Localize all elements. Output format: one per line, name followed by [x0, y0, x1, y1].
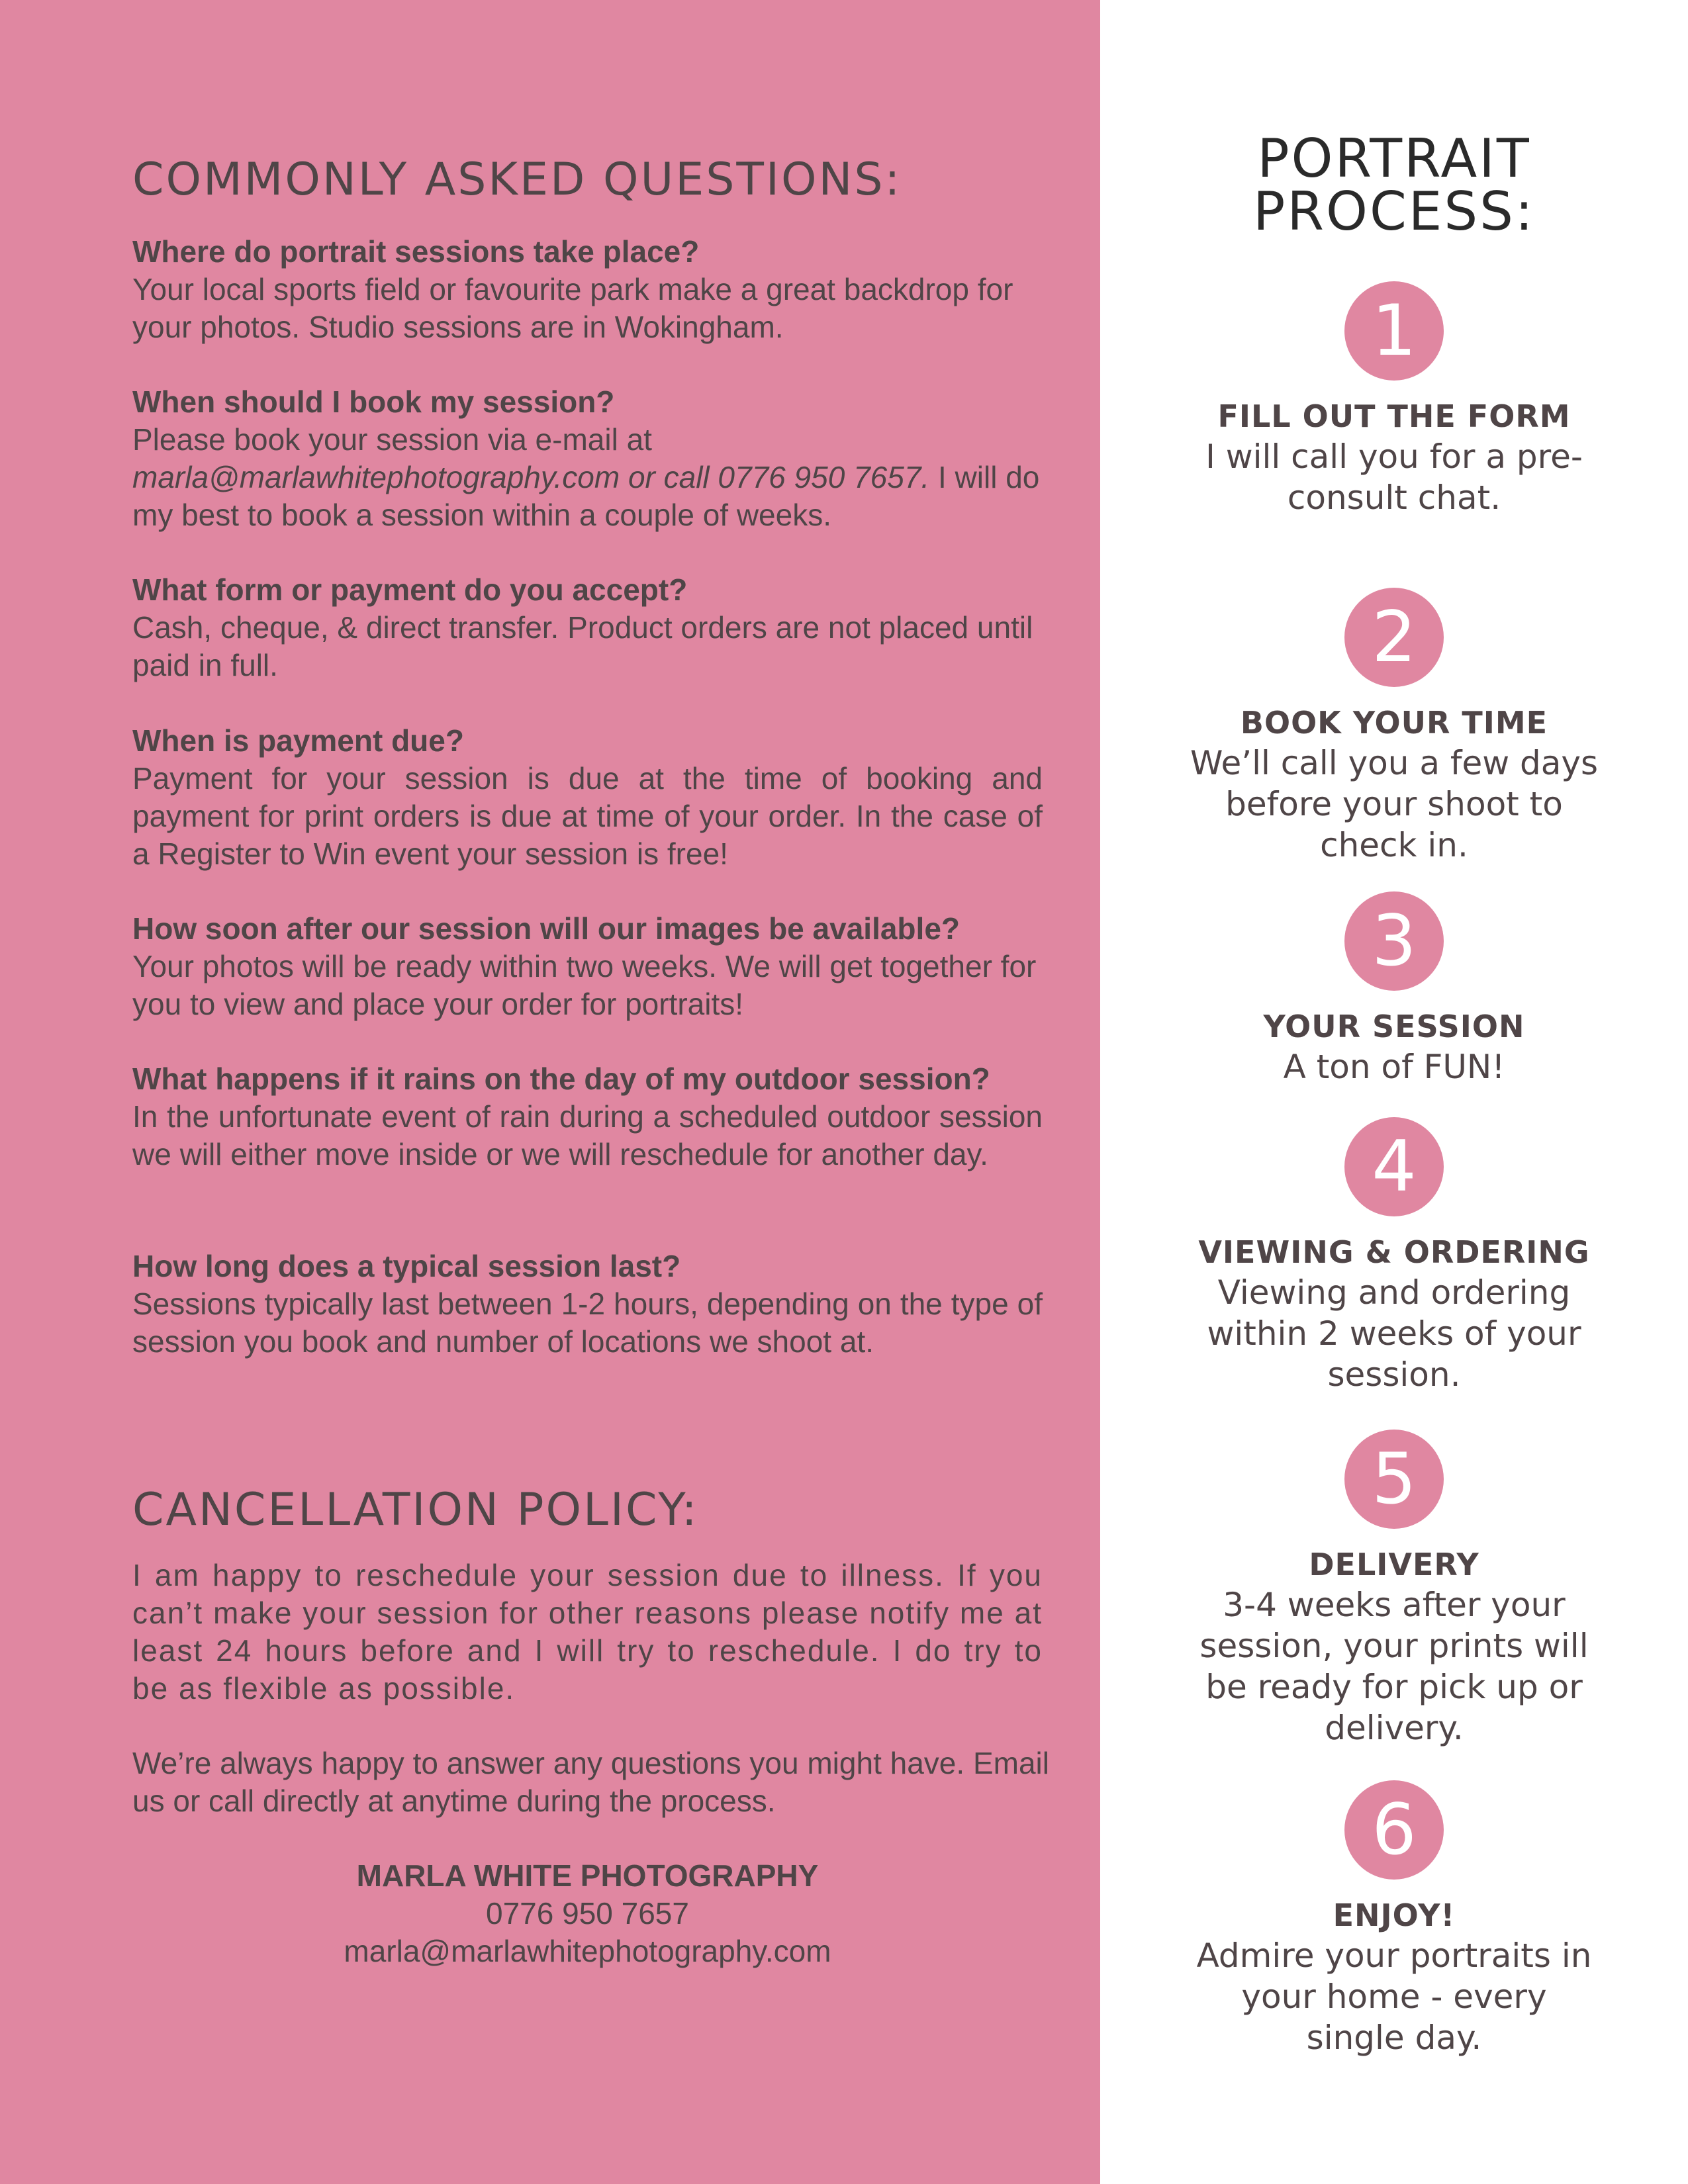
step-title: BOOK YOUR TIME	[1240, 705, 1548, 741]
faq-question: What happens if it rains on the day of my outdoor session?	[132, 1062, 990, 1096]
contact-email[interactable]: marla@marlawhitephotography.com	[344, 1934, 831, 1968]
faq-answer: In the unfortunate event of rain during a scheduled outdoor session we will either move inside or we will reschedule for another day.	[132, 1099, 1043, 1171]
step-title: DELIVERY	[1309, 1547, 1479, 1582]
step-number-circle: 1	[1344, 281, 1444, 381]
process-step	[1100, 281, 1688, 518]
step-title: YOUR SESSION	[1263, 1009, 1525, 1044]
process-step	[1100, 588, 1688, 866]
step-description: We’ll call you a few days before your shoot to check in.	[1190, 744, 1599, 864]
step-description: 3-4 weeks after your session, your prints will be ready for pick up or delivery.	[1199, 1586, 1589, 1747]
email-link[interactable]: marla@marlawhitephotography.com or call 0776 950 7657.	[132, 460, 930, 494]
faq-question: When is payment due?	[132, 723, 464, 758]
faq-question: How long does a typical session last?	[132, 1249, 681, 1283]
faq-item	[132, 571, 1043, 684]
process-step	[1100, 891, 1688, 1087]
faq-item	[132, 1248, 1043, 1361]
step-number-circle: 3	[1344, 891, 1444, 991]
step-title: ENJOY!	[1333, 1897, 1456, 1933]
faq-answer: Payment for your session is due at the time of booking and payment for print orders is due at time of your order. In the case of a Register to Win event your session is free!	[132, 761, 1043, 871]
faq-item	[132, 910, 1043, 1023]
process-step	[1100, 1117, 1688, 1395]
faq-question: What form or payment do you accept?	[132, 572, 688, 607]
faq-answer: Sessions typically last between 1-2 hours, depending on the type of session you book and number of locations we shoot at.	[132, 1287, 1043, 1359]
step-title: FILL OUT THE FORM	[1217, 398, 1571, 434]
step-description: A ton of FUN!	[1283, 1048, 1505, 1086]
contact-block	[132, 1857, 1043, 1970]
cancellation-note: We’re always happy to answer any questions you might have. Email us or call directly at anytime during the process.	[132, 1746, 1049, 1818]
faq-answer: Your photos will be ready within two weeks. We will get together for you to view and place your order for portraits!	[132, 949, 1037, 1021]
step-description: Viewing and ordering within 2 weeks of your session.	[1207, 1273, 1581, 1394]
cancellation-heading: CANCELLATION POLICY:	[132, 1484, 699, 1536]
faq-answer	[132, 421, 1043, 534]
faq-item	[132, 1060, 1043, 1173]
brand-name: MARLA WHITE PHOTOGRAPHY	[356, 1858, 819, 1893]
step-title: VIEWING & ORDERING	[1198, 1234, 1590, 1270]
process-step	[1100, 1780, 1688, 2058]
faq-answer: Cash, cheque, & direct transfer. Product orders are not placed until paid in full.	[132, 610, 1033, 682]
step-number-circle: 4	[1344, 1117, 1444, 1216]
faq-item	[132, 722, 1043, 873]
process-heading-line: PORTRAIT	[1257, 128, 1531, 189]
faq-answer-text: Please book your session via e-mail at	[132, 422, 652, 457]
step-number-circle: 6	[1344, 1780, 1444, 1880]
process-heading-line: PROCESS:	[1253, 181, 1535, 242]
faq-answer: Your local sports field or favourite park make a great backdrop for your photos. Studio sessions are in Wokingham.	[132, 272, 1013, 344]
process-heading	[1100, 128, 1688, 242]
step-description: Admire your portraits in your home - every single day.	[1196, 1936, 1592, 2057]
faq-answer-text: I will do my best to book a session within a couple of weeks.	[132, 460, 1040, 532]
step-number-circle: 5	[1344, 1430, 1444, 1529]
process-column	[1100, 0, 1688, 2184]
step-description: I will call you for a pre-consult chat.	[1205, 437, 1583, 517]
faq-question: How soon after our session will our images be available?	[132, 911, 960, 946]
faq-heading: COMMONLY ASKED QUESTIONS:	[132, 154, 902, 206]
faq-item	[132, 383, 1043, 534]
contact-phone[interactable]: 0776 950 7657	[486, 1896, 689, 1931]
faq-item	[132, 233, 1043, 346]
faq-question: Where do portrait sessions take place?	[132, 234, 700, 269]
step-number-circle: 2	[1344, 588, 1444, 687]
faq-question: When should I book my session?	[132, 385, 615, 419]
process-step	[1100, 1430, 1688, 1749]
cancellation-body: I am happy to reschedule your session due to illness. If you can’t make your session for other reasons please notify me at least 24 hours before and I will try to reschedule. I do try to be as flexible as possible.	[132, 1558, 1043, 1706]
